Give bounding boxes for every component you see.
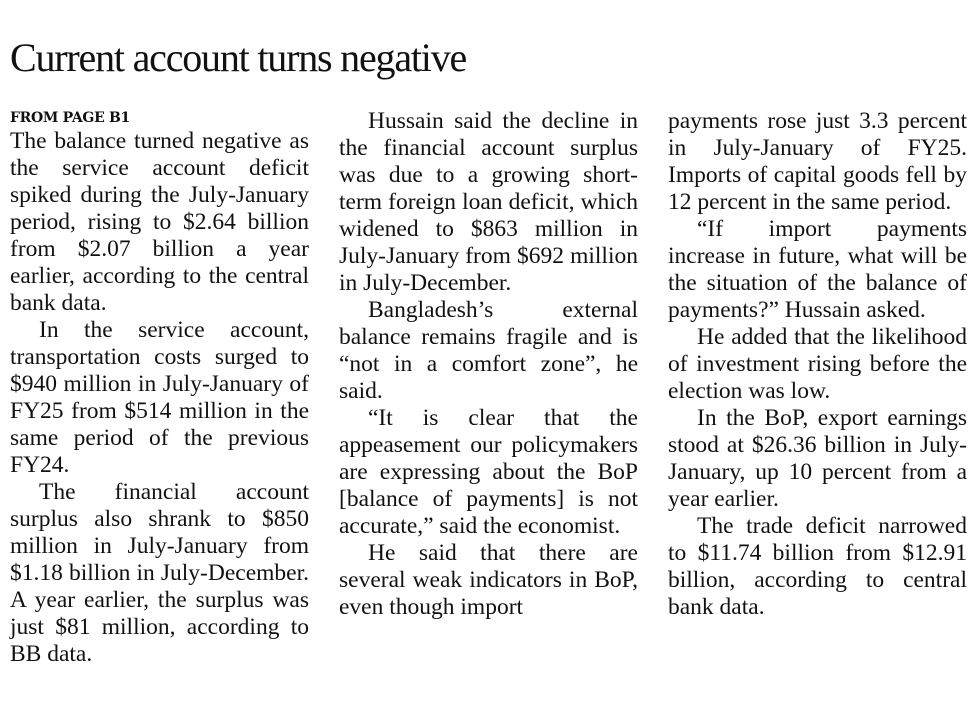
paragraph: He added that the likelihood of investment rising before the election was low. [668, 324, 967, 404]
paragraph: payments rose just 3.3 percent in July-January of FY25. Imports of capital goods fell by 12 percent in the same period. [668, 108, 967, 215]
paragraph: The trade deficit narrowed to $11.74 billion from $12.91 billion, according to central bank data. [668, 513, 967, 620]
paragraph: The balance turned negative as the service account deficit spiked during the July-January period, rising to $2.64 billion from $2.07 billion a year earlier, according to the central bank data. [10, 128, 309, 316]
paragraph: “If import payments increase in future, what will be the situation of the balance of payments?” Hussain asked. [668, 216, 967, 323]
paragraph: Bangladesh’s external balance remains fragile and is “not in a comfort zone”, he said. [339, 297, 638, 404]
paragraph: The financial account surplus also shrank to $850 million in July-January from $1.18 billion in July-December. A year earlier, the surplus was just $81 million, according to BB data. [10, 479, 309, 667]
paragraph: He said that there are several weak indicators in BoP, even though import [339, 540, 638, 620]
article-column-1 [10, 108, 309, 668]
paragraph: In the BoP, export earnings stood at $26.36 billion in July-January, up 10 percent from a year earlier. [668, 405, 967, 512]
article-column-3 [668, 108, 967, 621]
paragraph: “It is clear that the appeasement our policymakers are expressing about the BoP [balance of payments] is not accurate,” said the economist. [339, 405, 638, 539]
article-column-2 [339, 108, 638, 621]
paragraph: In the service account, transportation costs surged to $940 million in July-January of FY25 from $514 million in the same period of the previous FY24. [10, 317, 309, 478]
headline: Current account turns negative [10, 35, 467, 80]
paragraph: Hussain said the decline in the financial account surplus was due to a growing short-term foreign loan deficit, which widened to $863 million in July-January from $692 million in July-December. [339, 108, 638, 296]
continued-from-label: FROM PAGE B1 [10, 110, 130, 126]
